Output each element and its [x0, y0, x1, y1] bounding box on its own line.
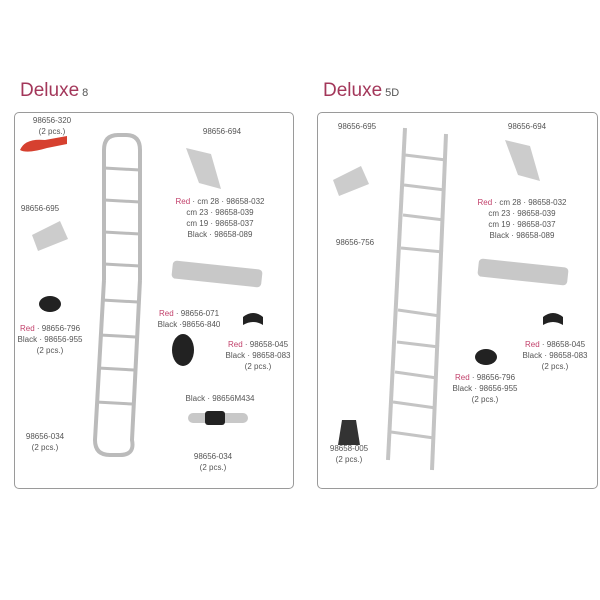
bracket-694-5d-part: [505, 140, 540, 181]
label-foot-5d: 98658-005 (2 pcs.): [329, 444, 369, 464]
clamp-part: [172, 334, 194, 366]
label-bracket-694: 98656-694: [202, 127, 242, 136]
label-bracket-694-5d: 98656-694: [507, 122, 547, 131]
model-text: 5D: [385, 87, 400, 99]
label-step-5d: Red · cm 28 · 98658-032 cm 23 · 98658-039 cm 19 · 98658-037 Black · 98658-089: [477, 198, 567, 240]
label-cap-5d: Red · 98656-796 Black · 98656-955 (2 pcs.): [452, 373, 518, 404]
foot-5d-part: [338, 420, 360, 445]
label-joint: 98656-756: [335, 238, 375, 247]
bracket-695-5d-part: [333, 166, 369, 196]
label-step: Red · cm 28 · 98658-032 cm 23 · 98658-039 cm 19 · 98658-037 Black · 98658-089: [175, 197, 265, 239]
label-handle: Black · 98656M434: [185, 394, 255, 403]
cap-5d-part: [475, 349, 497, 365]
bracket-694-part: [186, 148, 221, 189]
label-clip: Red · 98658-045 Black · 98658-083 (2 pcs.): [225, 340, 291, 371]
label-clip-5d: Red · 98658-045 Black · 98658-083 (2 pcs.): [522, 340, 588, 371]
label-bracket-695-5d: 98656-695: [337, 122, 377, 131]
ladder-deluxe-5d: [388, 128, 446, 470]
label-cap: Red · 98656-796 Black · 98656-955 (2 pcs.): [17, 324, 83, 355]
label-bracket-695: 98656-695: [20, 204, 60, 213]
title-text: Deluxe: [323, 80, 383, 101]
bracket-695-part: [32, 221, 68, 251]
step-5d-part: [477, 258, 568, 285]
cap-part: [39, 296, 61, 312]
clip-5d-part: [543, 313, 563, 325]
label-foot-handle: 98656-034 (2 pcs.): [193, 452, 233, 472]
hook-part: [20, 136, 67, 152]
model-text: 8: [82, 87, 89, 99]
ladder-deluxe-8: [95, 135, 140, 455]
label-clamp: Red · 98656-071 Black ·98656-840: [157, 309, 221, 329]
label-hook: 98656-320 (2 pcs.): [32, 116, 72, 136]
step-part: [171, 260, 262, 287]
title-text: Deluxe: [20, 80, 80, 101]
label-foot-left: 98656-034 (2 pcs.): [25, 432, 65, 452]
clip-part: [243, 313, 263, 325]
